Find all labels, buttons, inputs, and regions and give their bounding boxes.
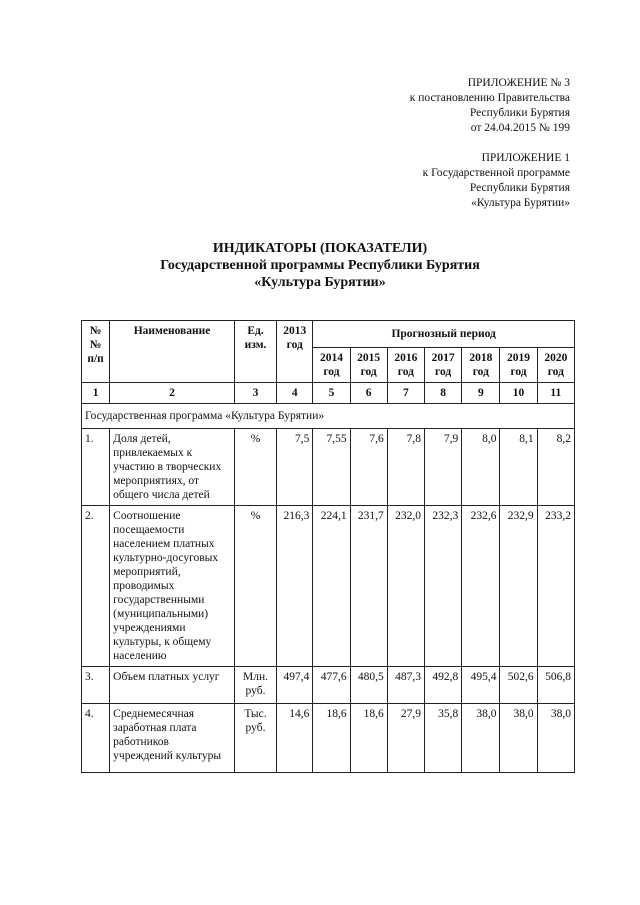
row-value: 7,5 [277, 429, 313, 506]
row-value: 8,0 [462, 429, 500, 506]
column-number: 8 [425, 383, 462, 404]
header-name: Наименование [110, 321, 235, 383]
row-value: 8,1 [500, 429, 537, 506]
appendix-1-line2: к Государственной программе [422, 167, 570, 179]
appendix-3-header [410, 76, 570, 136]
row-value: 232,3 [425, 506, 462, 667]
row-num: 2. [82, 506, 110, 667]
table-row [82, 667, 575, 704]
row-unit: % [234, 506, 276, 667]
column-number: 4 [277, 383, 313, 404]
appendix-3-date: от 24.04.2015 № 199 [470, 122, 570, 134]
row-name: Доля детей, привлекаемых к участию в творческих мероприятиях, от общего числа детей [110, 429, 235, 506]
appendix-1-label: ПРИЛОЖЕНИЕ 1 [481, 152, 570, 164]
row-num: 1. [82, 429, 110, 506]
row-num: 4. [82, 704, 110, 773]
row-value: 8,2 [537, 429, 574, 506]
column-number: 6 [350, 383, 387, 404]
row-value: 7,9 [425, 429, 462, 506]
row-value: 27,9 [387, 704, 424, 773]
column-number-row [82, 383, 575, 404]
header-unit: Ед. изм. [234, 321, 276, 383]
table-row [82, 506, 575, 667]
row-value: 492,8 [425, 667, 462, 704]
row-value: 38,0 [537, 704, 574, 773]
appendix-1-header [423, 151, 570, 211]
column-number: 2 [110, 383, 235, 404]
row-name: Среднемесячная заработная плата работников учреждений культуры [110, 704, 235, 773]
column-number: 7 [387, 383, 424, 404]
title-line-2: Государственной программы Республики Бурятия [160, 258, 480, 273]
row-value: 216,3 [277, 506, 313, 667]
row-value: 502,6 [500, 667, 537, 704]
column-number: 9 [462, 383, 500, 404]
table-row [82, 429, 575, 506]
header-year: 2020 год [537, 348, 574, 383]
header-year: 2019 год [500, 348, 537, 383]
header-year: 2014 год [313, 348, 350, 383]
row-value: 18,6 [313, 704, 350, 773]
row-num: 3. [82, 667, 110, 704]
row-value: 7,55 [313, 429, 350, 506]
header-year: 2018 год [462, 348, 500, 383]
header-year: 2015 год [350, 348, 387, 383]
section-row [82, 404, 575, 429]
column-number: 11 [537, 383, 574, 404]
column-number: 1 [82, 383, 110, 404]
row-value: 480,5 [350, 667, 387, 704]
row-value: 224,1 [313, 506, 350, 667]
row-unit: Тыс. руб. [234, 704, 276, 773]
row-value: 232,9 [500, 506, 537, 667]
row-value: 497,4 [277, 667, 313, 704]
header-base-year: 2013 год [277, 321, 313, 383]
title-line-3: «Культура Бурятии» [254, 275, 386, 290]
row-value: 487,3 [387, 667, 424, 704]
header-forecast: Прогнозный период [313, 321, 575, 348]
table-row [82, 704, 575, 773]
header-year: 2017 год [425, 348, 462, 383]
row-name: Соотношение посещаемости населением платных культурно-досуговых мероприятий, проводимых государственными (муниципальными) учреждениями культуры, к общему населению [110, 506, 235, 667]
section-title: Государственная программа «Культура Бурятии» [82, 404, 575, 429]
title-line-1: ИНДИКАТОРЫ (ПОКАЗАТЕЛИ) [212, 241, 428, 256]
row-value: 233,2 [537, 506, 574, 667]
header-year: 2016 год [387, 348, 424, 383]
row-value: 7,6 [350, 429, 387, 506]
row-value: 232,6 [462, 506, 500, 667]
appendix-3-line3: Республики Бурятия [469, 107, 570, 119]
appendix-3-line2: к постановлению Правительства [409, 92, 570, 104]
appendix-1-line3: Республики Бурятия [469, 182, 570, 194]
appendix-3-label: ПРИЛОЖЕНИЕ № 3 [467, 77, 570, 89]
column-number: 10 [500, 383, 537, 404]
row-value: 14,6 [277, 704, 313, 773]
column-number: 5 [313, 383, 350, 404]
row-value: 38,0 [500, 704, 537, 773]
row-unit: % [234, 429, 276, 506]
header-row-1 [82, 321, 575, 348]
row-value: 506,8 [537, 667, 574, 704]
row-value: 495,4 [462, 667, 500, 704]
column-number: 3 [234, 383, 276, 404]
row-value: 231,7 [350, 506, 387, 667]
row-value: 477,6 [313, 667, 350, 704]
row-value: 35,8 [425, 704, 462, 773]
row-value: 7,8 [387, 429, 424, 506]
row-name: Объем платных услуг [110, 667, 235, 704]
indicators-table [81, 320, 575, 773]
header-num: №№ п/п [82, 321, 110, 383]
row-value: 18,6 [350, 704, 387, 773]
document-title [0, 240, 640, 291]
row-unit: Млн. руб. [234, 667, 276, 704]
row-value: 38,0 [462, 704, 500, 773]
appendix-1-line4: «Культура Бурятии» [471, 197, 570, 209]
row-value: 232,0 [387, 506, 424, 667]
